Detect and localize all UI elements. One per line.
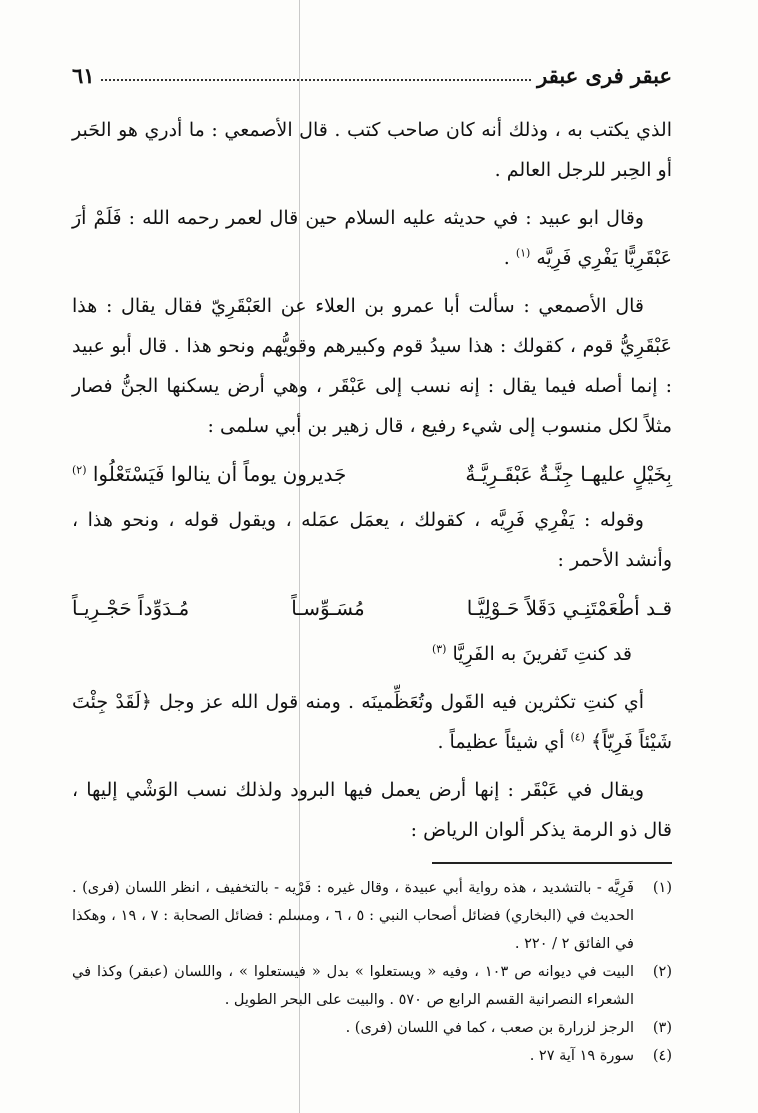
verse-second-hemistich bbox=[72, 454, 346, 494]
footnote-number: (١) bbox=[652, 880, 672, 896]
footnote-number: (٣) bbox=[652, 1020, 672, 1036]
footnote-marker: (٤) bbox=[570, 730, 585, 744]
paragraph bbox=[72, 198, 672, 278]
verse-line bbox=[72, 454, 672, 494]
running-title: عبقر فرى عبقر bbox=[537, 63, 672, 88]
footnote-marker: (١) bbox=[515, 246, 531, 260]
verse-hemistich: قـد أطْعَمْتَنِـي دَقَلاً حَـوْلِيَّـا bbox=[466, 596, 672, 620]
footnote-marker: (٢) bbox=[72, 463, 87, 477]
footnote-text: فَرِيَّه - بالتشديد ، هذه رواية أبي عبيدة ، وقال غيره : فَرْيه - بالتخفيف ، انظر اللسان (فرى) . الحديث في (البخاري) فضائل أصحاب النبي : ٥ ، ٦ ، ومسلم : فضائل الصحابة : ٧ ، ١٩ ، وهكذا في الفائق ٢ / ٢٢٠ . bbox=[72, 880, 635, 952]
book-page bbox=[72, 52, 672, 1092]
paragraph-text: أي كنتِ تكثرين فيه القَول وتُعَظِّمينَه . ومنه قول الله عز وجل ﴿لَقَدْ جِئْتَ شَيْئاً فَرِيّاً﴾ bbox=[72, 691, 672, 753]
paragraph: ويقال في عَبْقَر : إنها أرض يعمل فيها البرود ولذلك نسب الوَشْي إليها ، قال ذو الرمة يذكر ألوان الرياض : bbox=[72, 779, 672, 841]
footnote bbox=[72, 1014, 672, 1042]
footnotes bbox=[72, 874, 672, 1070]
verse-text: قد كنتِ تَفرينَ به الفَرِيَّا bbox=[452, 643, 632, 665]
footnote-number: (٤) bbox=[652, 1048, 672, 1064]
verse-line bbox=[72, 634, 672, 674]
page-number: ٦١ bbox=[72, 63, 95, 88]
paragraph-text: وقال ابو عبيد : في حديثه عليه السلام حين قال لعمر رحمه الله : فَلَمْ أرَ عَبْقَرِيًّا يَفْرِي فَرِيَّه bbox=[72, 207, 672, 269]
verse-hemistich: مُـدَوِّداً حَجْـرِيـاً bbox=[72, 596, 190, 620]
footnote bbox=[72, 1042, 672, 1070]
verse-line bbox=[72, 588, 672, 628]
main-text bbox=[72, 110, 672, 850]
paragraph: قال الأصمعي : سألت أبا عمرو بن العلاء عن العَبْقَرِيّ فقال يقال : هذا عَبْقَرِيُّ قوم ، كقولك : هذا سيدُ قوم وكبيرهم وقويُّهم ونحو هذا . قال أبو عبيد : إنما أصله فيما يقال : إنه نسب إلى عَبْقَر ، وهي أرض يسكنها الجنُّ فصار مثلاً لكل منسوب إلى شيء رفيع ، قال زهير بن أبي سلمى : bbox=[72, 295, 672, 437]
paragraph-text: أي شيئاً عظيماً . bbox=[437, 731, 565, 753]
running-header bbox=[72, 52, 672, 88]
footnote-number: (٢) bbox=[652, 964, 672, 980]
paragraph: وقوله : يَفْرِي فَرِيَّه ، كقولك ، يعمَل عمَله ، ويقول قوله ، ونحو هذا ، وأنشد الأحمر : bbox=[72, 509, 672, 571]
footnote-text: الرجز لزرارة بن صعب ، كما في اللسان (فرى) . bbox=[345, 1020, 634, 1036]
footnote-separator bbox=[432, 862, 672, 864]
sentence-end: . bbox=[503, 247, 516, 269]
footnote bbox=[72, 874, 672, 958]
footnote-text: سورة ١٩ آية ٢٧ . bbox=[529, 1048, 634, 1064]
verse-text: جَديرون يوماً أن ينالوا فَيَسْتَعْلُوا bbox=[92, 462, 347, 486]
paragraph bbox=[72, 682, 672, 762]
footnote-text: البيت في ديوانه ص ١٠٣ ، وفيه « ويستعلوا » بدل « فيستعلوا » ، واللسان (عبقر) وكذا في الشعراء النصرانية القسم الرابع ص ٥٧٠ . والبيت على البحر الطويل . bbox=[72, 964, 634, 1008]
verse-first-hemistich: بِخَيْلٍ عليهـا جِنَّـةٌ عَبْقَـرِيَّـةٌ bbox=[465, 462, 672, 486]
footnote bbox=[72, 958, 672, 1014]
verse-hemistich: مُسَـوِّسـاً bbox=[291, 596, 365, 620]
footnote-marker: (٣) bbox=[431, 642, 447, 656]
paragraph: الذي يكتب به ، وذلك أنه كان صاحب كتب . قال الأصمعي : ما أدري هو الحَبر أو الحِبر للرجل العالم . bbox=[72, 119, 672, 181]
header-dotted-leader bbox=[101, 79, 532, 81]
